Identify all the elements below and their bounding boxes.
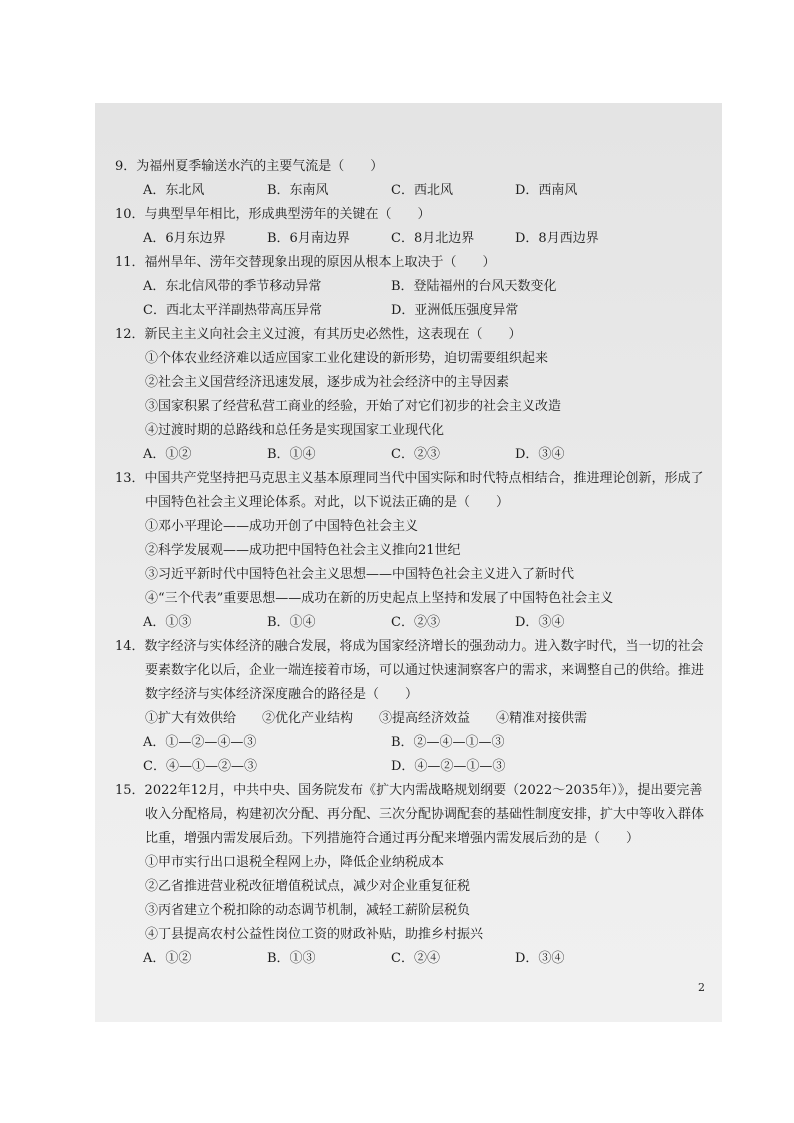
statement-item: ①邓小平理论——成功开创了中国特色社会主义 [145,519,419,534]
options-row [115,755,705,779]
statement-item: ③国家积累了经营私营工商业的经验，开始了对它们初步的社会主义改造 [145,399,562,414]
option-d: D．西南风 [515,183,578,198]
options-row [115,275,705,299]
option-b: B．①④ [267,447,316,462]
option-c: C．西北太平洋副热带高压异常 [143,303,322,318]
question-stem: 11．福州旱年、涝年交替现象出现的原因从根本上取决于（ ） [115,255,496,270]
options-row [115,227,705,251]
question-stem: 10．与典型旱年相比，形成典型涝年的关键在（ ） [115,207,431,222]
options-row [115,443,705,467]
question-15 [115,779,705,971]
question-stem: 12．新民主主义向社会主义过渡，有其历史必然性，这表现在（ ） [115,327,522,342]
option-b: B．②—④—①—③ [391,735,505,750]
option-c: C．②③ [391,615,440,630]
option-a: A．①—②—④—③ [143,735,257,750]
option-b: B．①③ [267,951,316,966]
question-11 [115,251,705,323]
option-a: A．东北风 [143,183,205,198]
option-b: B．登陆福州的台风天数变化 [391,279,557,294]
statement-item: ②乙省推进营业税改征增值税试点，减少对企业重复征税 [145,879,471,894]
question-13 [115,467,705,635]
option-c: C．②④ [391,951,440,966]
option-c: C．②③ [391,447,440,462]
statement-item: ②科学发展观——成功把中国特色社会主义推向21世纪 [145,543,461,558]
option-c: C．西北风 [391,183,453,198]
statement-item: ③习近平新时代中国特色社会主义思想——中国特色社会主义进入了新时代 [145,567,575,582]
option-d: D．8月西边界 [515,231,599,246]
option-d: D．④—②—①—③ [391,759,506,774]
option-a: A．东北信风带的季节移动异常 [143,279,322,294]
statement-items-inline: ①扩大有效供给 ②优化产业结构 ③提高经济效益 ④精准对接供需 [145,711,588,726]
question-stem: 9．为福州夏季输送水汽的主要气流是（ ） [115,159,384,174]
question-stem: 14．数字经济与实体经济的融合发展，将成为国家经济增长的强劲动力。进入数字时代，当一切的社会要素数字化以后，企业一端连接着市场，可以通过快速洞察客户的需求，来调整自己的供给。推进数字经济与实体经济深度融合的路径是（ ） [115,639,705,702]
question-stem: 13．中国共产党坚持把马克思主义基本原理同当代中国实际和时代特点相结合，推进理论创新，形成了中国特色社会主义理论体系。对此，以下说法正确的是（ ） [115,471,704,510]
options-row [115,179,705,203]
options-row [115,299,705,323]
options-row [115,947,705,971]
question-10 [115,203,705,251]
option-d: D．亚洲低压强度异常 [391,303,519,318]
option-b: B．①④ [267,615,316,630]
question-14 [115,635,705,779]
statement-item: ②社会主义国营经济迅速发展，逐步成为社会经济中的主导因素 [145,375,510,390]
paper-content [115,155,705,971]
options-row [115,611,705,635]
options-row [115,731,705,755]
page-number: 2 [698,981,705,994]
option-a: A．①② [143,951,192,966]
option-c: C．8月北边界 [391,231,475,246]
statement-item: ①甲市实行出口退税全程网上办，降低企业纳税成本 [145,855,445,870]
option-d: D．③④ [515,615,565,630]
option-c: C．④—①—②—③ [143,759,257,774]
option-a: A．①② [143,447,192,462]
option-d: D．③④ [515,447,565,462]
question-9 [115,155,705,203]
statement-item: ①个体农业经济难以适应国家工业化建设的新形势，迫切需要组织起来 [145,351,549,366]
option-d: D．③④ [515,951,565,966]
option-b: B．6月南边界 [267,231,350,246]
question-stem: 15．2022年12月，中共中央、国务院发布《扩大内需战略规划纲要（2022～2035年）》，提出要完善收入分配格局，构建初次分配、再分配、三次分配协调配套的基础性制度安排，扩大中等收入群体比重，增强内需发展后劲。下列措施符合通过再分配来增强内需发展后劲的是（ ） [115,783,705,846]
statement-item: ④“三个代表”重要思想——成功在新的历史起点上坚持和发展了中国特色社会主义 [145,591,614,606]
question-12 [115,323,705,467]
option-a: A．①③ [143,615,192,630]
option-b: B．东南风 [267,183,329,198]
statement-item: ③丙省建立个税扣除的动态调节机制，减轻工薪阶层税负 [145,903,471,918]
statement-item: ④过渡时期的总路线和总任务是实现国家工业现代化 [145,423,445,438]
statement-item: ④丁县提高农村公益性岗位工资的财政补贴，助推乡村振兴 [145,927,484,942]
exam-paper [95,103,722,1022]
option-a: A．6月东边界 [143,231,226,246]
